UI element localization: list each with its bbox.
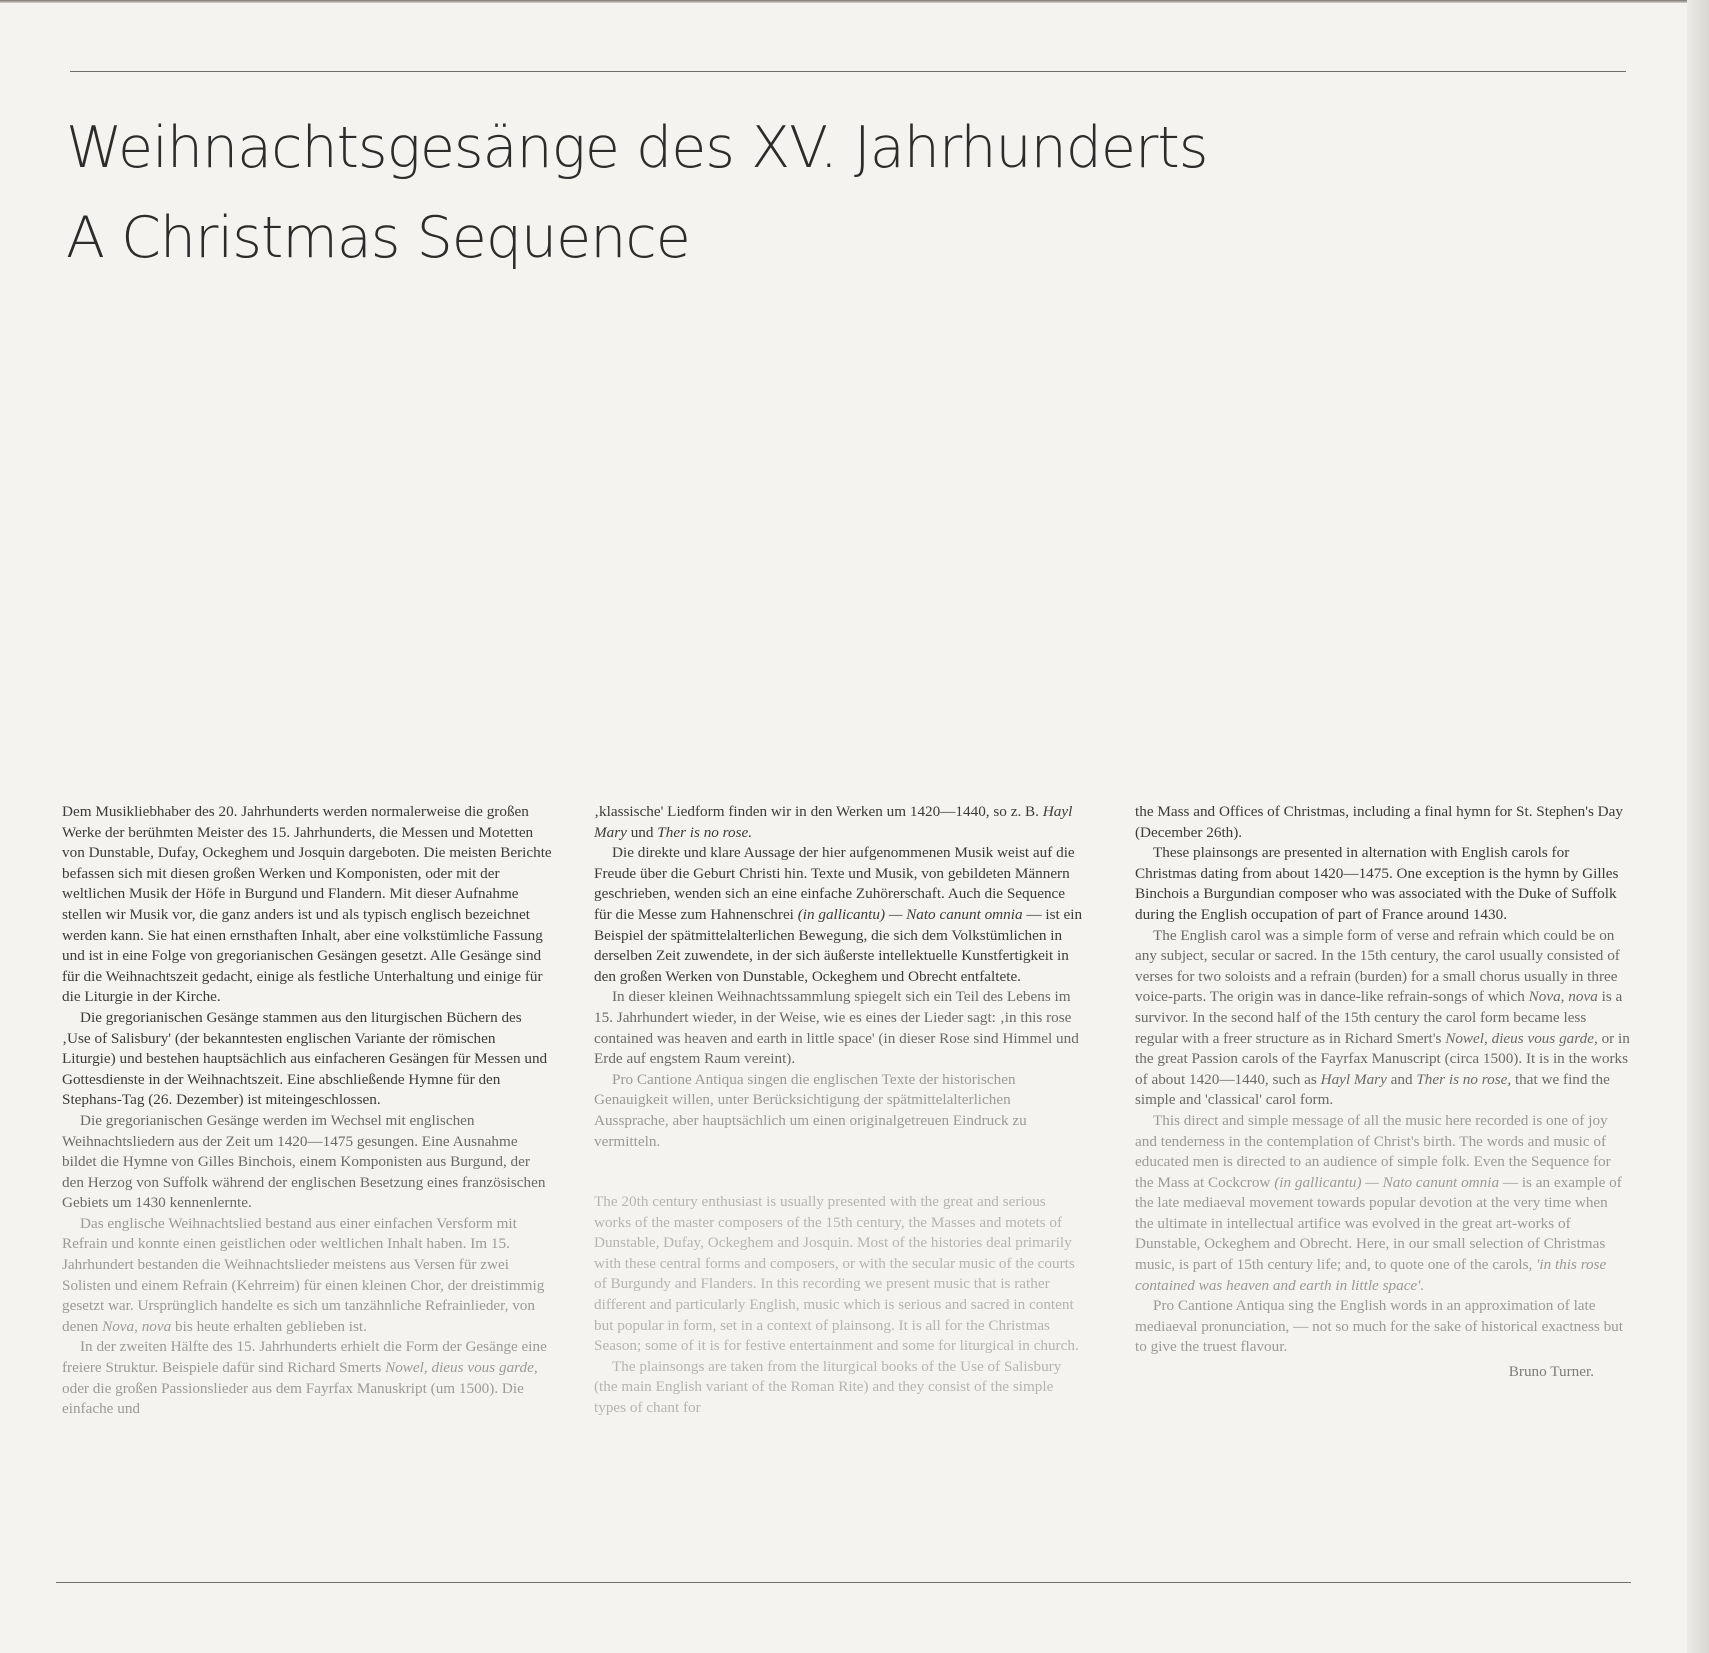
german-paragraph-1: Dem Musikliebhaber des 20. Jahrhunderts werden normalerweise die großen Werke der berühmten Meister des 15. Jahrhunderts, die Messen und Motetten von Dunstable, Dufay, Ockeghem und Josquin dargeboten. Die meisten Berichte befassen sich mit diesen großen Werken und Komponisten, oder mit der weltlichen Musik der Höfe in Burgund und Flandern. Mit dieser Aufnahme stellen wir Musik vor, die ganz anders ist und als typisch englisch bezeichnet werden kann. Sie hat einen ernsthaften Inhalt, aber eine volkstümliche Fassung und ist in eine Folge von gregorianischen Gesängen gesetzt. Alle Gesänge sind für die Weihnachtszeit gedacht, einige als festliche Unterhaltung und einige für die Liturgie in der Kirche. bbox=[62, 803, 552, 1006]
german-paragraph-2: Die gregorianischen Gesänge stammen aus den liturgischen Büchern des ‚Use of Salisbury' (der bekanntesten englischen Variante der römischen Liturgie) und bestehen hauptsächlich aus einfacheren Gesängen für Messen und Gottesdienste in der Weihnachtszeit. Eine abschließende Hymne für den Stephans-Tag (26. Dezember) ist miteingeschlossen. bbox=[62, 1008, 548, 1109]
text-column-2 bbox=[594, 802, 1084, 1419]
german-paragraph-5-start bbox=[62, 1337, 552, 1419]
german-p5-text: In der zweiten Hälfte des 15. Jahrhunderts erhielt die Form der Gesänge eine freiere Struktur. Beispiele dafür sind Richard Smerts bbox=[62, 1338, 547, 1377]
german-paragraph-6 bbox=[594, 843, 1084, 987]
german-paragraph-4 bbox=[62, 1214, 552, 1338]
english-p4-title-ther: Ther is no rose, bbox=[1416, 1070, 1512, 1088]
english-p4-title-nowel: Nowel, dieus vous garde, bbox=[1445, 1029, 1598, 1047]
english-paragraph-1: The 20th century enthusiast is usually presented with the great and serious works of the master composers of the 15th century, the Masses and motets of Dunstable, Dufay, Ockeghem and Josquin. Most of the histories deal primarily with these central forms and composers, or with the secular music of the courts of Burgundy and Flanders. In this recording we present music that is rather different and particularly English, music which is serious and sacred in content but popular in form, set in a context of plainsong. It is all for the Christmas Season; some of it is for festive entertainment and some for liturgical in church. bbox=[594, 1193, 1079, 1355]
german-p5-title-nowel: Nowel, dieus vous garde, bbox=[385, 1359, 538, 1377]
english-p4-text-3: or in the great Passion carols of the Fayrfax Manuscript (circa 1500). It is in the works of about 1420—1440, such as bbox=[1135, 1029, 1630, 1088]
english-text-column-3 bbox=[1135, 802, 1630, 1383]
german-p6-text-end: — ist ein Beispiel der spätmittelalterlichen Bewegung, die sich dem Volkstümlichen in derselben Zeit zuwendete, in der sich äußerste intellektuelle Kunstfertigkeit in den großen Werken von Dunstable, Ockeghem und Obrecht entfaltete. bbox=[594, 905, 1083, 985]
author-signature: Bruno Turner. bbox=[1508, 1363, 1594, 1381]
english-p4-title-nova: Nova, nova bbox=[1528, 988, 1598, 1006]
english-p4-text-end: that we find the simple and 'classical' carol form. bbox=[1135, 1070, 1610, 1109]
german-p5-title-hayl: Hayl Mary bbox=[594, 803, 1073, 841]
german-p4-text: Das englische Weihnachtslied bestand aus einer einfachen Versform mit Refrain und konnte einen geistlichen oder weltlichen Inhalt haben. Im 15. Jahrhundert bestanden die Weihnachtslieder meistens aus Versen für zwei Solisten und einem Refrain (Kehrreim) für einen kleinen Chor, der dreistimmig gesetzt war. Ursprünglich handelte es sich um tanzähnliche Refrainlieder, von denen bbox=[62, 1214, 545, 1335]
english-paragraph-4 bbox=[1135, 926, 1630, 1111]
title-english: A Christmas Sequence bbox=[66, 205, 690, 271]
english-paragraph-6: Pro Cantione Antiqua sing the English words in an approximation of late mediaeval pronunciation, — not so much for the sake of historical exactness but to give the truest flavour. bbox=[1135, 1297, 1623, 1356]
language-gap bbox=[594, 1152, 1084, 1192]
english-p4-title-hayl: Hayl Mary bbox=[1320, 1070, 1387, 1088]
german-p6-text: Die direkte und klare Aussage der hier aufgenommenen Musik weist auf die Freude über die Geburt Christi hin. Texte und Musik, von gebildeten Männern geschrieben, wenden sich an eine einfache Zuhörerschaft. Auch die Sequence für die Messe zum Hahnenschrei bbox=[594, 844, 1075, 923]
german-p5-and: und bbox=[626, 823, 658, 841]
page-top-edge bbox=[0, 0, 1709, 3]
german-p6-sequence-title: (in gallicantu) — Nato canunt omnia bbox=[797, 905, 1023, 923]
top-rule bbox=[70, 71, 1626, 72]
german-p4-title-nova: Nova, nova bbox=[102, 1317, 172, 1335]
german-paragraph-3: Die gregorianischen Gesänge werden im Wechsel mit englischen Weihnachtsliedern aus der Zeit um 1420—1475 gesungen. Eine Ausnahme bildet die Hymne von Gilles Binchois, einem Komponisten aus Burgund, der den Herzog von Suffolk während der englischen Besetzung eines französischen Gebiets um 1430 kennenlernte. bbox=[62, 1111, 546, 1212]
english-paragraph-2-start: The plainsongs are taken from the liturgical books of the Use of Salisbury (the main English variant of the Roman Rite) and they consist of the simple types of chant for bbox=[594, 1357, 1062, 1417]
german-p5-text-cont: ‚klassische' Liedform finden wir in den Werken um 1420—1440, so z. B. bbox=[594, 803, 1043, 820]
english-p5-text: This direct and simple message of all the music here recorded is one of joy and tenderness in the contemplation of Christ's birth. The words and music of educated men is directed to an audience of simple folk. Even the Sequence for the Mass at Cockcrow bbox=[1135, 1111, 1611, 1191]
german-p5-text-mid: oder die großen Passionslieder aus dem Fayrfax Manuskript (um 1500). Die einfache und bbox=[62, 1379, 524, 1418]
german-p4-text-end: bis heute erhalten geblieben ist. bbox=[171, 1317, 367, 1335]
german-text-column-1 bbox=[62, 802, 552, 1420]
english-p5-sequence-title: (in gallicantu) — Nato canunt omnia bbox=[1274, 1173, 1500, 1191]
english-p5-text-2: — is an example of the late mediaeval movement towards popular devotion at the very time when the ultimate in intellectual artifice was evolved in the great art-works of Dunstable, Ockeghem and Obrecht. Here, in our small selection of Christmas music, is part of 15th century life; and, to quote one of the carols, bbox=[1135, 1173, 1622, 1274]
english-p4-and: and bbox=[1386, 1070, 1417, 1088]
english-p5-quote: 'in this rose contained was heaven and earth in little space'. bbox=[1135, 1256, 1607, 1294]
english-p4-text-2: is a survivor. In the second half of the 15th century the carol form became less regular with a freer structure as in Richard Smert's bbox=[1135, 988, 1623, 1047]
english-p4-text: The English carol was a simple form of verse and refrain which could be on any subject, secular or sacred. In the 15th century, the carol usually consisted of verses for two soloists and a refrain (burden) for a small chorus usually in three voice-parts. The origin was in dance-like refrain-songs of which bbox=[1135, 926, 1620, 1006]
english-paragraph-2-end: the Mass and Offices of Christmas, including a final hymn for St. Stephen's Day (December 26th). bbox=[1135, 803, 1623, 841]
bottom-rule bbox=[56, 1582, 1631, 1583]
german-p5-title-ther: Ther is no rose. bbox=[657, 823, 753, 841]
page-right-edge bbox=[1687, 0, 1709, 1653]
german-paragraph-5-end bbox=[594, 802, 1084, 843]
english-paragraph-5 bbox=[1135, 1111, 1630, 1296]
title-german: Weihnachtsgesänge des XV. Jahrhunderts bbox=[66, 115, 1208, 181]
german-paragraph-8: Pro Cantione Antiqua singen die englischen Texte der historischen Genauigkeit willen, unter Berücksichtigung der spätmittelalterlichen Aussprache, aber hauptsächlich um einen originalgetreuen Eindruck zu vermitteln. bbox=[594, 1070, 1027, 1150]
german-paragraph-7: In dieser kleinen Weihnachtssammlung spiegelt sich ein Teil des Lebens im 15. Jahrhundert wieder, in der Weise, wie es eines der Lieder sagt: ‚in this rose contained was heaven and earth in little space' (in dieser Rose sind Himmel und Erde auf engstem Raum vereint). bbox=[594, 988, 1079, 1068]
english-paragraph-3: These plainsongs are presented in alternation with English carols for Christmas dating from about 1420—1475. One exception is the hymn by Gilles Binchois a Burgundian composer who was associated with the Duke of Suffolk during the English occupation of part of France around 1430. bbox=[1135, 844, 1619, 923]
